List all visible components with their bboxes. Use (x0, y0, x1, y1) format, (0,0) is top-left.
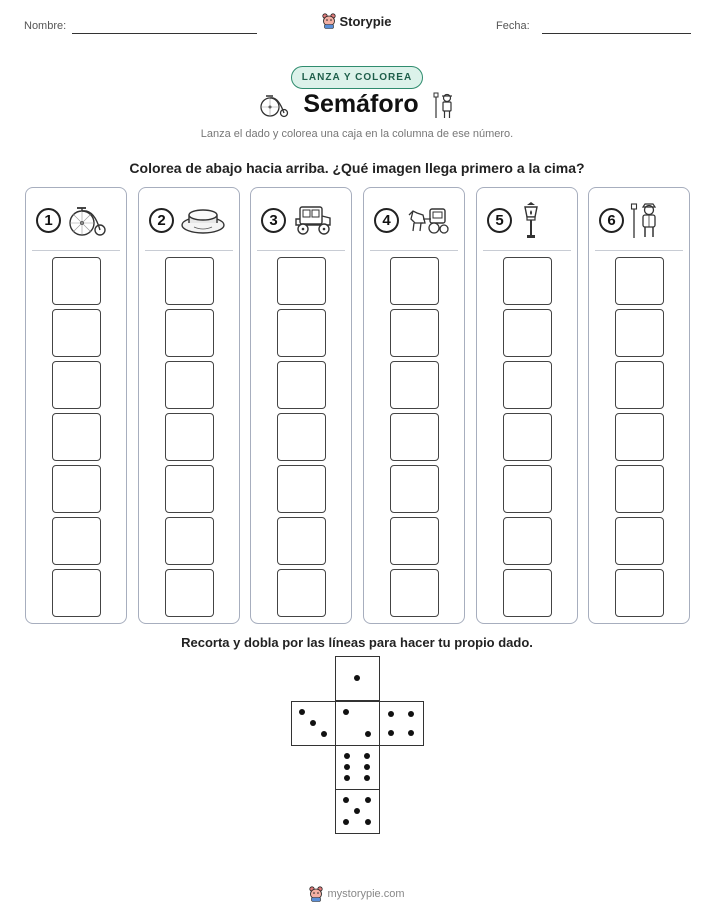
subtitle: Lanza el dado y colorea una caja en la columna de ese número. (200, 128, 514, 140)
color-box[interactable] (52, 569, 101, 617)
column-number: 5 (487, 208, 512, 233)
die-face-4 (379, 701, 424, 746)
color-box[interactable] (615, 361, 664, 409)
button-icon (180, 203, 226, 237)
color-box[interactable] (277, 517, 326, 565)
color-box[interactable] (615, 309, 664, 357)
color-box[interactable] (615, 257, 664, 305)
bear-mascot-icon (309, 886, 323, 902)
column-header (487, 202, 567, 238)
column-divider (483, 250, 571, 251)
color-box[interactable] (52, 413, 101, 461)
footer (0, 886, 714, 907)
color-box[interactable] (52, 361, 101, 409)
die-face-6 (335, 745, 380, 790)
lamplighter-icon (433, 91, 455, 119)
color-box[interactable] (165, 361, 214, 409)
color-box[interactable] (615, 413, 664, 461)
column-2 (138, 187, 240, 624)
color-box[interactable] (165, 309, 214, 357)
color-box[interactable] (165, 569, 214, 617)
column-number: 2 (149, 208, 174, 233)
color-box[interactable] (52, 257, 101, 305)
color-box[interactable] (390, 361, 439, 409)
color-box[interactable] (503, 361, 552, 409)
color-box[interactable] (277, 361, 326, 409)
cut-instruction: Recorta y dobla por las líneas para hacer tu propio dado. (181, 635, 533, 650)
color-box[interactable] (277, 569, 326, 617)
instruction: Colorea de abajo hacia arriba. ¿Qué imagen llega primero a la cima? (129, 160, 585, 176)
brand-name: Storypie (339, 13, 392, 29)
column-header (599, 202, 679, 238)
color-box[interactable] (390, 309, 439, 357)
name-label: Nombre: (24, 20, 67, 32)
color-box[interactable] (390, 257, 439, 305)
column-divider (370, 250, 458, 251)
column-number: 1 (36, 208, 61, 233)
color-box[interactable] (615, 465, 664, 513)
column-header (36, 202, 116, 238)
color-box[interactable] (52, 517, 101, 565)
column-number: 4 (374, 208, 399, 233)
color-box[interactable] (503, 569, 552, 617)
penny-farthing-bicycle-icon (67, 203, 107, 237)
color-box[interactable] (165, 413, 214, 461)
column-divider (32, 250, 120, 251)
column-3 (250, 187, 352, 624)
date-line (542, 33, 691, 34)
color-box[interactable] (503, 517, 552, 565)
bear-mascot-icon (322, 13, 336, 29)
color-box[interactable] (390, 517, 439, 565)
die-face-5 (335, 789, 380, 834)
column-header (261, 202, 341, 238)
color-box[interactable] (503, 413, 552, 461)
lamplighter-icon (630, 201, 660, 239)
color-box[interactable] (277, 413, 326, 461)
die-face-3 (291, 701, 336, 746)
page-title: Semáforo (303, 90, 419, 118)
activity-badge: LANZA Y COLOREA (291, 66, 423, 89)
column-5 (476, 187, 578, 624)
column-number: 6 (599, 208, 624, 233)
column-header (374, 202, 454, 238)
die-face-1 (335, 656, 380, 701)
color-box[interactable] (52, 309, 101, 357)
color-box[interactable] (615, 517, 664, 565)
color-box[interactable] (165, 517, 214, 565)
column-1 (25, 187, 127, 624)
column-4 (363, 187, 465, 624)
color-box[interactable] (277, 257, 326, 305)
color-box[interactable] (390, 465, 439, 513)
gas-lamp-icon (518, 201, 544, 239)
color-box[interactable] (390, 413, 439, 461)
color-box[interactable] (503, 257, 552, 305)
penny-farthing-bicycle-icon (259, 92, 289, 118)
column-6 (588, 187, 690, 624)
date-label: Fecha: (496, 20, 530, 32)
color-box[interactable] (277, 465, 326, 513)
horse-carriage-icon (405, 203, 451, 237)
color-box[interactable] (165, 465, 214, 513)
color-box[interactable] (277, 309, 326, 357)
color-box[interactable] (615, 569, 664, 617)
die-face-2 (335, 701, 380, 746)
color-box[interactable] (165, 257, 214, 305)
footer-url: mystorypie.com (327, 888, 405, 900)
column-divider (595, 250, 683, 251)
column-divider (257, 250, 345, 251)
brand-logo (0, 13, 714, 34)
column-divider (145, 250, 233, 251)
column-number: 3 (261, 208, 286, 233)
column-header (149, 202, 229, 238)
color-box[interactable] (503, 309, 552, 357)
color-box[interactable] (390, 569, 439, 617)
color-box[interactable] (52, 465, 101, 513)
color-box[interactable] (503, 465, 552, 513)
vintage-car-icon (292, 203, 334, 237)
